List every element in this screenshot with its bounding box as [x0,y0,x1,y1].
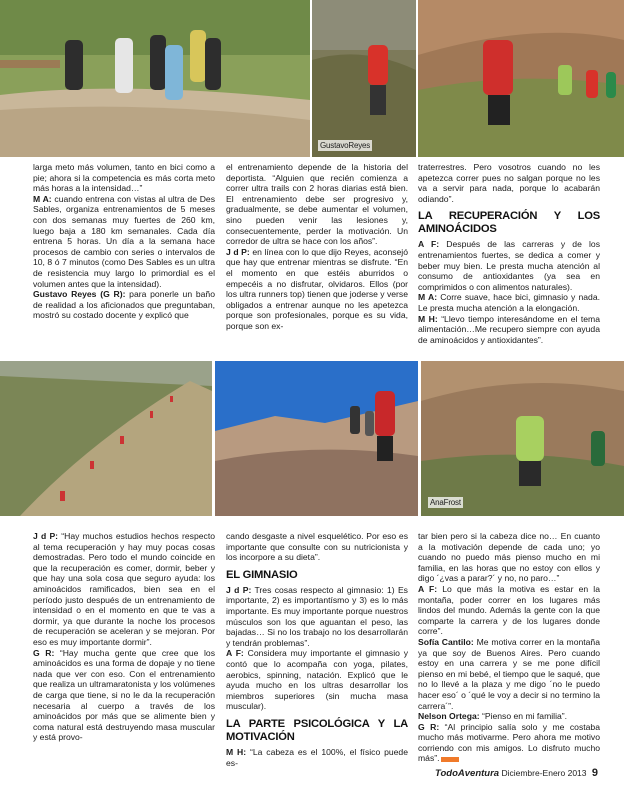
paragraph: el entrenamiento depende de la historia del deportista. “Alguien que recién comienza a correr ultra trails con 2 horas diarias está bien. El entrenamiento debe ser progresivo y, gradualmente, se debe aumentar el volumen, sino pueden venir las lesiones y, consecuentemente, perder la motivación. Un corredor de ultra se hace con los años”. [226,162,408,247]
speaker-label: J d P: [226,246,250,257]
photo-runner-arms-up [421,361,624,516]
paragraph: A F: Considera muy importante el gimnasio y contó que lo acompaña con yoga, pilates, aerobics, spinning, natación. Explicó que le ayuda mucho en los ultras desarrollar los miembros superiores (sin mucha masa muscular). [226,648,409,712]
paragraph: G R: “Hay mucha gente que cree que los aminoácidos es una forma de dopaje y no tiene nada que ver con eso. Con el entrenamiento que realiza un ultramaratonista y los volúmenes de carga que tiene, si no le da la recuperación necesaria al cuerpo a través de los aminoácidos por más que se alimente bien y coma natural está destruyendo masa muscular y está provo- [33,647,215,743]
paragraph [418,722,600,764]
paragraph: Gustavo Reyes (G R): para ponerle un baño de realidad a los aficionados que preguntaban, mostró su costado docente y explicó que [33,289,215,321]
paragraph: Nelson Ortega: “Pienso en mi familia”. [418,711,568,722]
paragraph: larga meto más volumen, tanto en bici como a pie; ahora si la competencia es más corta meto más horas a la intensidad…” [33,162,215,194]
speaker-label: Gustavo Reyes (G R): [33,289,126,300]
paragraph: M A: cuando entrena con vistas al ultra de Des Sables, organiza entrenamientos de 5 meses con dos semanas muy fuertes de 260 km, luego baja a 180 km semanales. Cada día entrena 5 horas. Un día a la semana hace procesos de cambio con series o intervalos de 10, 8 ó 7 minutos (como Des Sables es un ultra de resistencia muy largo lo primordial es el volumen antes que la intensidad). [33,193,216,289]
photo-runners-mountain [215,361,418,516]
speaker-label: Sofía Cantilo: [418,636,474,647]
paragraph: traterrestres. Pero vosotros cuando no les apetezca correr pues no salgan porque no les va a servir para nada, porque lo acabarán odiando”. [418,162,600,204]
photo-runner-red [312,0,416,157]
section-heading-recuperacion: LA RECUPERACIÓN Y LOS AMINOÁCIDOS [418,210,600,236]
page-footer [435,767,598,779]
article-column-1-top [33,162,215,321]
speaker-label: M H: [418,313,438,324]
speaker-label: J d P: [33,531,59,541]
paragraph: M H: “La cabeza es el 100%, el físico puede es- [226,746,408,768]
photo-group-runners [0,0,310,157]
article-column-1-bottom [33,531,215,743]
paragraph: J d P: “Hay muchos estudios hechos respecto al tema recuperación y hay muy pocas cosas demostradas. Pero todo el mundo coincide en que la recuperación es comer, dormir, beber y que hay una sola cosa que seguro ayuda: los aminoácidos ramificados, bien sea en el período justo después de un entrenamiento de intensidad o en el momento en que te vas a dormir, ya que durante la noche los procesos de recuperación se aceleran y se mejoran. Por eso es muy importante dormir”. [33,531,215,647]
magazine-name: TodoAventura [435,768,500,779]
speaker-label: Nelson Ortega: [418,711,480,722]
article-column-3-bottom [418,531,600,764]
issue-date: Diciembre-Enero 2013 [501,768,587,778]
speaker-label: A F: [226,648,244,659]
speaker-label: G R: [33,647,55,658]
paragraph: M H: “Llevo tiempo interesándome en el tema alimentación…Me recupero siempre con ayuda de aminoácidos y antioxidantes”. [418,313,600,345]
page-number: 9 [591,767,598,779]
paragraph: J d P: en línea con lo que dijo Reyes, aconsejó que hay que entrenar mientras se disfrute. “En el momento en que estéis aburridos o empecéis a no disfrutar, olvidaros. Ellos (por los ultra runners top) tienen que joderse y verse obligados a entrenar aunque no les apetezca porque son profesionales, porque es su vida, porque son ex- [226,246,409,331]
section-heading-gimnasio: EL GIMNASIO [226,568,298,581]
paragraph: cando desgaste a nivel esquelético. Por eso es importante que consulte con su nutricionista y los incorpore a su dieta”. [226,531,408,563]
paragraph: J d P: Tres cosas respecto al gimnasio: 1) Es importante, 2) es importantísmo y 3) es lo más importante. Es muy importante porque nuestros músculos son los que aguantan el peso, las bajadas… Si no los trabajo no los desarrollarán y tendrán problemas”. [226,584,408,648]
paragraph: A F: Lo que más la motiva es estar en la montaña, poder correr en los lugares más lindos del mundo. Además la gente con la que comparte la carrera y de los lugares donde corre”. [418,583,600,637]
speaker-label: M H: [226,746,247,757]
speaker-label: G R: [418,721,440,732]
article-column-2-bottom [226,531,408,768]
paragraph: Sofía Cantilo: Me motiva correr en la montaña ya que soy de Buenos Aires. Pero cuando estoy en una carrera y se me pone difícil pienso en mi bebé, el tiempo que le saqué, que no lo llevé a la plaza y me digo ´no le puedo hacer eso´ o ´qué le voy a decir si no termino la carrera´”. [418,636,600,711]
article-column-2-top [226,162,408,332]
speaker-label: J d P: [226,584,252,595]
photo-credit: AnaFrost [430,498,461,507]
photo-credit: GustavoReyes [320,141,371,150]
photo-runners-slope [0,361,212,516]
end-of-article-mark [441,757,459,762]
paragraph: A F: Después de las carreras y de los entrenamientos fuertes, se dedica a comer y beber muy bien. Le presta mucha atención al consumo de antioxidantes (ya sea en comprimidos o con alimentos naturales). [418,239,600,292]
paragraph-text: G R: “Al principio salía solo y me costaba mucho más motivarme. Pero ahora me motivo corriendo con mis amigos. Lo disfruto mucho más”. [418,721,600,764]
paragraph: M A: Corre suave, hace bici, gimnasio y nada. Le presta mucha atención a la elongación. [418,292,601,313]
paragraph: tar bien pero si la cabeza dice no… En cuanto a la motivación depende de cada uno; yo cuando no puedo más pienso mucho en mi familia, en las horas que no estoy con ellos y digo ´¿vas a parar?´ y no, no paro…” [418,531,600,584]
article-column-3-top [418,162,600,345]
photo-runners-hills [418,0,624,157]
speaker-label: M A: [33,193,52,204]
speaker-label: M A: [418,292,438,303]
speaker-label: A F: [418,239,440,250]
section-heading-psicologica: LA PARTE PSICOLÓGICA Y LA MOTIVACIÓN [226,717,408,743]
speaker-label: A F: [418,583,438,594]
